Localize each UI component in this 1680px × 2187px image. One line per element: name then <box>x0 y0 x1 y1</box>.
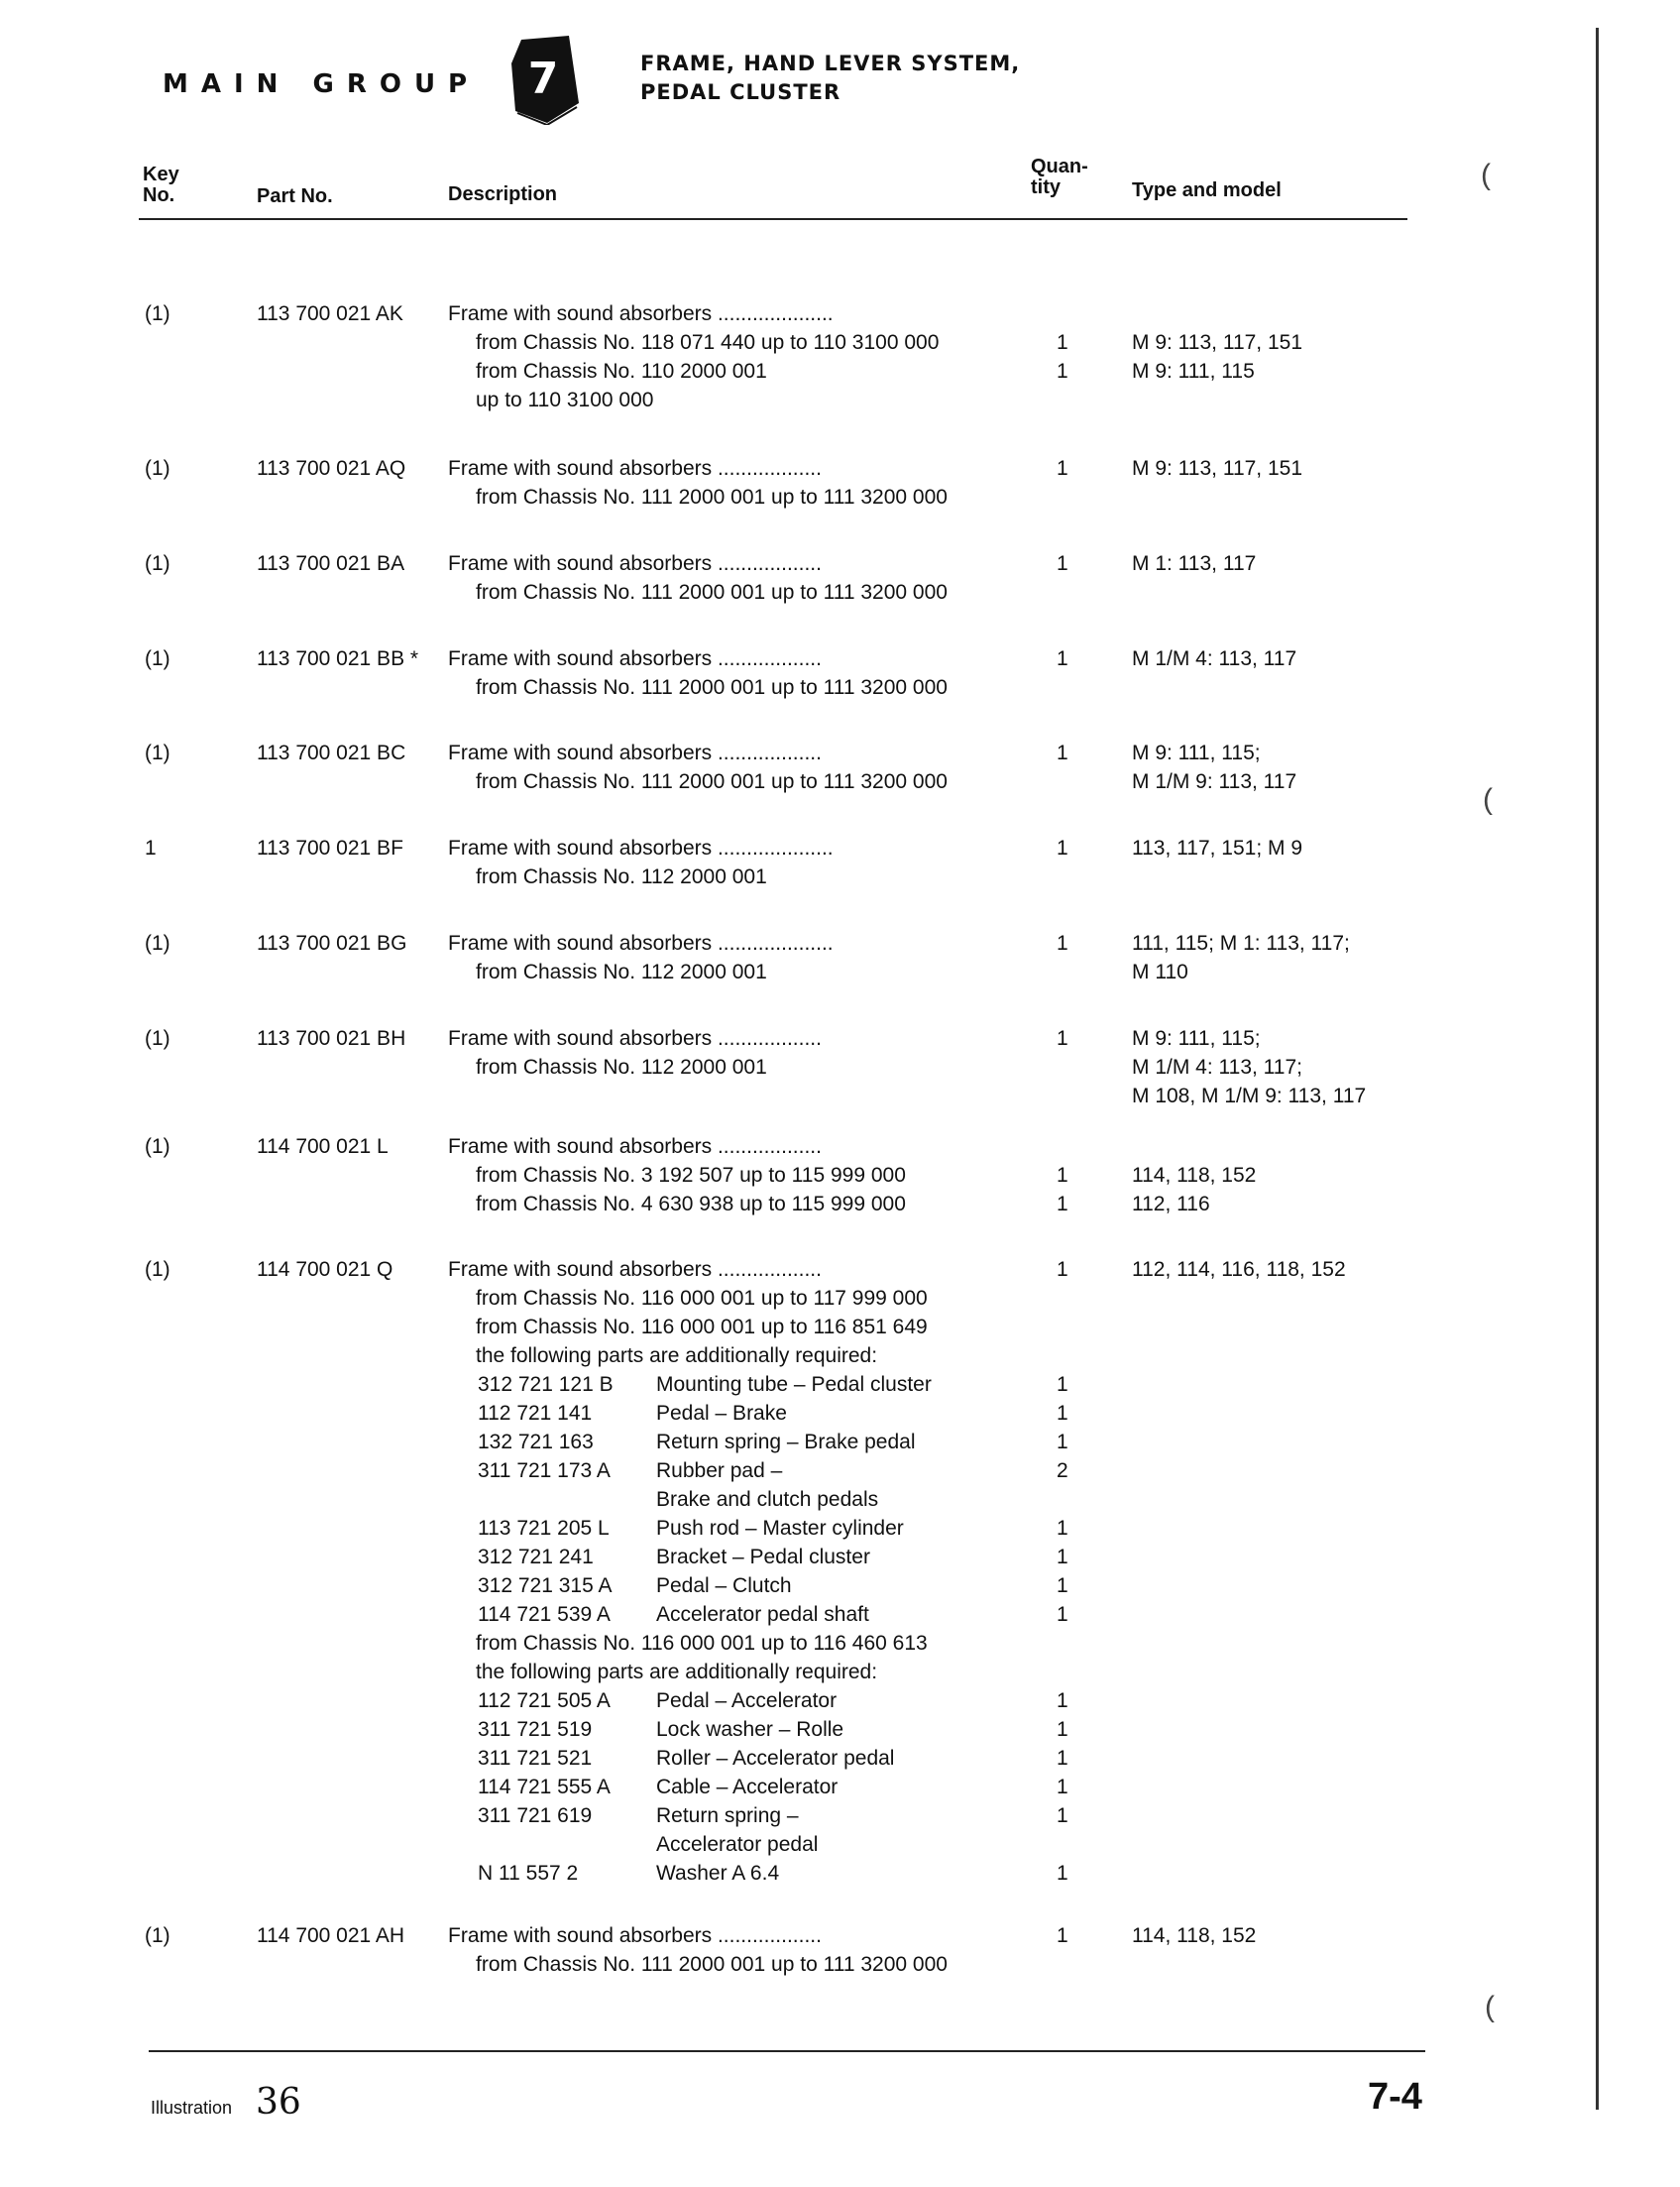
group-title-line2: PEDAL CLUSTER <box>640 80 841 104</box>
part-no: 113 700 021 BC <box>257 742 406 764</box>
subpart-no: 311 721 521 <box>478 1747 593 1770</box>
subpart-description: Accelerator pedal shaft <box>656 1603 869 1626</box>
chassis-range: from Chassis No. 116 000 001 up to 117 999 000 <box>476 1287 928 1310</box>
subpart-description: Return spring – Brake pedal <box>656 1431 916 1453</box>
chassis-range: from Chassis No. 111 2000 001 up to 111 3200 000 <box>476 770 948 793</box>
type-model: M 108, M 1/M 9: 113, 117 <box>1132 1085 1367 1107</box>
type-model: M 1/M 9: 113, 117 <box>1132 770 1297 793</box>
subpart-quantity: 1 <box>1057 1776 1068 1798</box>
type-model: M 1/M 4: 113, 117 <box>1132 647 1297 670</box>
col-key-no <box>143 165 179 206</box>
description: Frame with sound absorbers .................. <box>448 457 822 480</box>
quantity: 1 <box>1057 331 1068 354</box>
type-model: 113, 117, 151; M 9 <box>1132 837 1303 860</box>
chassis-range: the following parts are additionally required: <box>476 1661 878 1683</box>
col-quantity-line1: Quan- <box>1031 156 1088 177</box>
description: Frame with sound absorbers .................. <box>448 1258 822 1281</box>
group-number: 7 <box>527 54 559 104</box>
quantity: 1 <box>1057 742 1068 764</box>
binding-hole-mark-icon: ( <box>1483 783 1493 816</box>
group-number-badge <box>507 34 583 125</box>
subpart-quantity: 1 <box>1057 1431 1068 1453</box>
description: Frame with sound absorbers .................. <box>448 647 822 670</box>
chassis-range: from Chassis No. 110 2000 001 <box>476 360 767 383</box>
binding-hole-mark-icon: ( <box>1481 159 1491 191</box>
subpart-description: Lock washer – Rolle <box>656 1718 844 1741</box>
subpart-quantity: 1 <box>1057 1402 1068 1425</box>
description: Frame with sound absorbers .................. <box>448 1924 822 1947</box>
chassis-range: from Chassis No. 112 2000 001 <box>476 961 767 983</box>
quantity: 1 <box>1057 1258 1068 1281</box>
quantity: 1 <box>1057 457 1068 480</box>
key-no: (1) <box>145 1258 170 1281</box>
subpart-quantity: 1 <box>1057 1689 1068 1712</box>
subpart-description: Roller – Accelerator pedal <box>656 1747 895 1770</box>
part-no: 114 700 021 L <box>257 1135 389 1158</box>
col-description: Description <box>448 183 558 205</box>
quantity: 1 <box>1057 647 1068 670</box>
chassis-range: from Chassis No. 111 2000 001 up to 111 3200 000 <box>476 581 948 604</box>
quantity: 1 <box>1057 1924 1068 1947</box>
type-model: M 1: 113, 117 <box>1132 552 1257 575</box>
type-model: M 9: 113, 117, 151 <box>1132 457 1303 480</box>
subpart-description: Mounting tube – Pedal cluster <box>656 1373 932 1396</box>
subpart-quantity: 1 <box>1057 1804 1068 1827</box>
type-model: 112, 114, 116, 118, 152 <box>1132 1258 1346 1281</box>
header-rule <box>139 218 1407 220</box>
description: Frame with sound absorbers .................. <box>448 1027 822 1050</box>
subpart-description: Accelerator pedal <box>656 1833 819 1856</box>
description: Frame with sound absorbers .................. <box>448 1135 822 1158</box>
key-no: (1) <box>145 932 170 955</box>
subpart-quantity: 1 <box>1057 1603 1068 1626</box>
chassis-range: from Chassis No. 111 2000 001 up to 111 3200 000 <box>476 486 948 509</box>
subpart-quantity: 1 <box>1057 1747 1068 1770</box>
subpart-no: N 11 557 2 <box>478 1862 579 1885</box>
key-no: (1) <box>145 302 170 325</box>
quantity: 1 <box>1057 1193 1068 1215</box>
main-group-label: MAIN GROUP <box>163 69 481 99</box>
binding-hole-mark-icon: ( <box>1485 1991 1495 2023</box>
subpart-no: 132 721 163 <box>478 1431 594 1453</box>
chassis-range: up to 110 3100 000 <box>476 389 654 411</box>
subpart-description: Washer A 6.4 <box>656 1862 780 1885</box>
part-no: 113 700 021 BF <box>257 837 403 860</box>
chassis-range: from Chassis No. 111 2000 001 up to 111 3200 000 <box>476 1953 948 1976</box>
col-part-no: Part No. <box>257 185 333 207</box>
subpart-no: 113 721 205 L <box>478 1517 610 1540</box>
chassis-range: from Chassis No. 112 2000 001 <box>476 1056 767 1079</box>
group-badge-icon <box>507 34 583 125</box>
key-no: (1) <box>145 742 170 764</box>
subpart-quantity: 1 <box>1057 1574 1068 1597</box>
subpart-no: 114 721 555 A <box>478 1776 611 1798</box>
subpart-description: Rubber pad – <box>656 1459 783 1482</box>
chassis-range: from Chassis No. 118 071 440 up to 110 3100 000 <box>476 331 940 354</box>
chassis-range: the following parts are additionally required: <box>476 1344 878 1367</box>
subpart-quantity: 1 <box>1057 1373 1068 1396</box>
quantity: 1 <box>1057 1027 1068 1050</box>
chassis-range: from Chassis No. 116 000 001 up to 116 460 613 <box>476 1632 928 1655</box>
subpart-no: 311 721 173 A <box>478 1459 611 1482</box>
type-model: M 9: 113, 117, 151 <box>1132 331 1303 354</box>
key-no: (1) <box>145 1924 170 1947</box>
chassis-range: from Chassis No. 3 192 507 up to 115 999 000 <box>476 1164 906 1187</box>
type-model: M 9: 111, 115; <box>1132 742 1261 764</box>
group-title <box>640 50 1020 107</box>
type-model: 111, 115; M 1: 113, 117; <box>1132 932 1350 955</box>
type-model: 114, 118, 152 <box>1132 1924 1257 1947</box>
subpart-description: Pedal – Accelerator <box>656 1689 838 1712</box>
subpart-quantity: 2 <box>1057 1459 1068 1482</box>
chassis-range: from Chassis No. 4 630 938 up to 115 999 000 <box>476 1193 906 1215</box>
chassis-range: from Chassis No. 116 000 001 up to 116 851 649 <box>476 1316 928 1338</box>
col-type-model: Type and model <box>1132 179 1282 201</box>
part-no: 113 700 021 AK <box>257 302 403 325</box>
key-no: 1 <box>145 837 157 860</box>
part-no: 113 700 021 AQ <box>257 457 406 480</box>
subpart-description: Pedal – Brake <box>656 1402 787 1425</box>
type-model: M 9: 111, 115; <box>1132 1027 1261 1050</box>
col-quantity <box>1031 157 1088 198</box>
col-quantity-line2: tity <box>1031 176 1061 198</box>
subpart-description: Pedal – Clutch <box>656 1574 792 1597</box>
subpart-quantity: 1 <box>1057 1862 1068 1885</box>
quantity: 1 <box>1057 932 1068 955</box>
subpart-no: 311 721 619 <box>478 1804 593 1827</box>
description: Frame with sound absorbers .................. <box>448 552 822 575</box>
illustration-label: Illustration <box>151 2098 233 2118</box>
key-no: (1) <box>145 647 170 670</box>
type-model: 112, 116 <box>1132 1193 1210 1215</box>
illustration-number: 36 <box>256 2082 301 2123</box>
subpart-quantity: 1 <box>1057 1517 1068 1540</box>
part-no: 113 700 021 BB * <box>257 647 419 670</box>
subpart-no: 312 721 315 A <box>478 1574 613 1597</box>
subpart-no: 112 721 141 <box>478 1402 593 1425</box>
binding-edge-line <box>1596 28 1599 2110</box>
type-model: M 9: 111, 115 <box>1132 360 1255 383</box>
col-key-no-line2: No. <box>143 184 175 206</box>
subpart-no: 112 721 505 A <box>478 1689 611 1712</box>
part-no: 113 700 021 BG <box>257 932 407 955</box>
type-model: M 1/M 4: 113, 117; <box>1132 1056 1302 1079</box>
col-key-no-line1: Key <box>143 164 179 185</box>
footer-rule <box>149 2050 1425 2052</box>
part-no: 114 700 021 Q <box>257 1258 393 1281</box>
part-no: 113 700 021 BA <box>257 552 405 575</box>
quantity: 1 <box>1057 1164 1068 1187</box>
subpart-description: Cable – Accelerator <box>656 1776 839 1798</box>
subpart-description: Brake and clutch pedals <box>656 1488 879 1511</box>
type-model: 114, 118, 152 <box>1132 1164 1257 1187</box>
key-no: (1) <box>145 552 170 575</box>
part-no: 114 700 021 AH <box>257 1924 405 1947</box>
quantity: 1 <box>1057 552 1068 575</box>
subpart-no: 114 721 539 A <box>478 1603 611 1626</box>
subpart-description: Push rod – Master cylinder <box>656 1517 904 1540</box>
quantity: 1 <box>1057 360 1068 383</box>
description: Frame with sound absorbers .................. <box>448 742 822 764</box>
key-no: (1) <box>145 1135 170 1158</box>
group-title-line1: FRAME, HAND LEVER SYSTEM, <box>640 52 1021 75</box>
subpart-quantity: 1 <box>1057 1546 1068 1568</box>
description: Frame with sound absorbers .................... <box>448 837 834 860</box>
chassis-range: from Chassis No. 111 2000 001 up to 111 3200 000 <box>476 676 948 699</box>
key-no: (1) <box>145 1027 170 1050</box>
key-no: (1) <box>145 457 170 480</box>
description: Frame with sound absorbers .................... <box>448 932 834 955</box>
part-no: 113 700 021 BH <box>257 1027 406 1050</box>
subpart-no: 311 721 519 <box>478 1718 593 1741</box>
description: Frame with sound absorbers .................... <box>448 302 834 325</box>
subpart-description: Return spring – <box>656 1804 799 1827</box>
subpart-no: 312 721 121 B <box>478 1373 614 1396</box>
subpart-no: 312 721 241 <box>478 1546 594 1568</box>
page-number: 7-4 <box>1368 2076 1422 2118</box>
subpart-quantity: 1 <box>1057 1718 1068 1741</box>
subpart-description: Bracket – Pedal cluster <box>656 1546 870 1568</box>
quantity: 1 <box>1057 837 1068 860</box>
type-model: M 110 <box>1132 961 1188 983</box>
chassis-range: from Chassis No. 112 2000 001 <box>476 865 767 888</box>
